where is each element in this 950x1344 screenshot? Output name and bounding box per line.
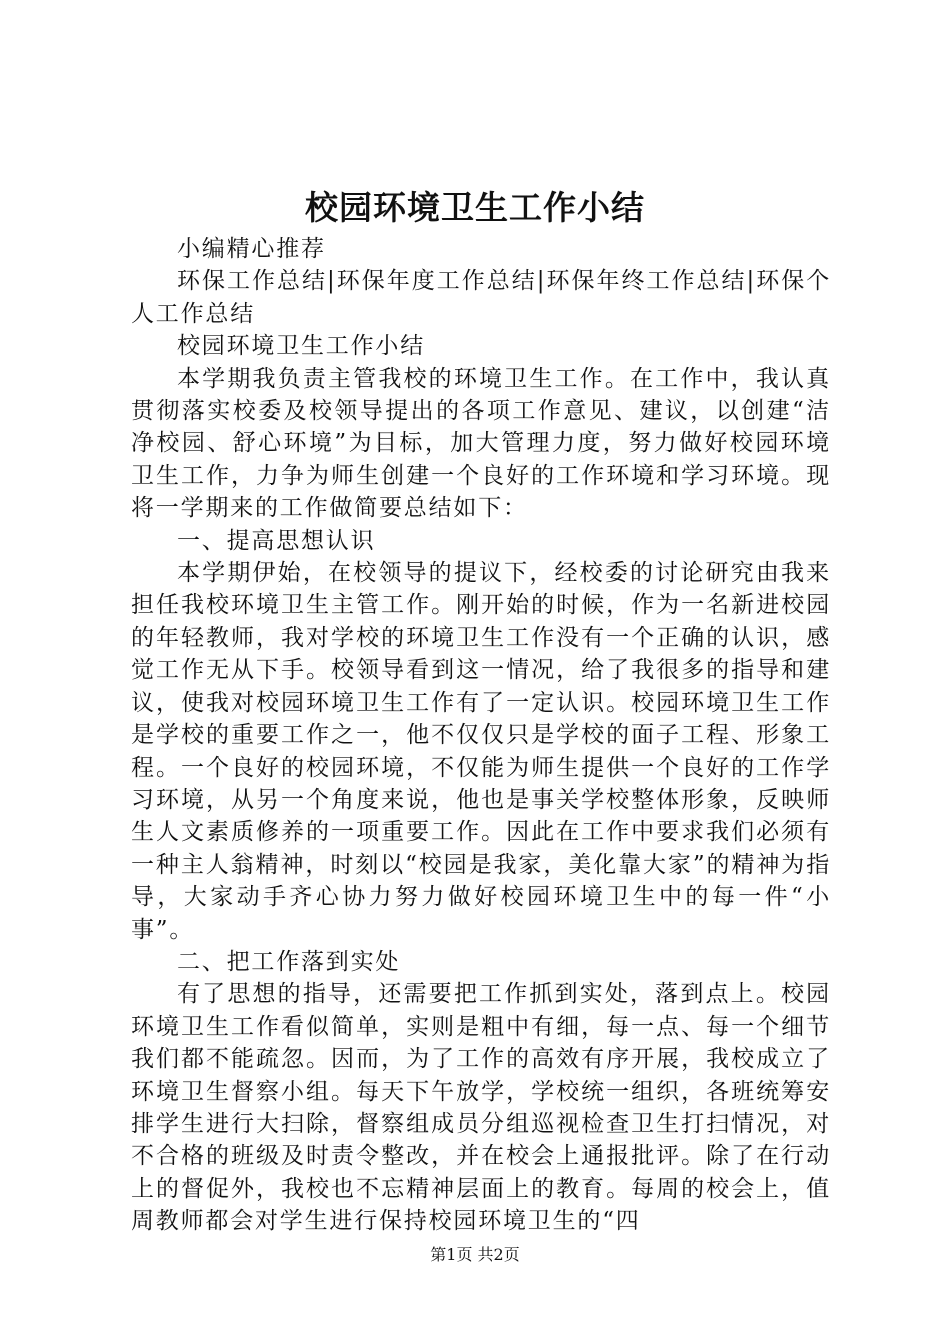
section-heading-2: 二、把工作落到实处 xyxy=(177,948,401,975)
section-paragraph-1: 本学期伊始，在校领导的提议下，经校委的讨论研究由我来担任我校环境卫生主管工作。刚开始的时候，作为一名新进校园的年轻教师，我对学校的环境卫生工作没有一个正确的认识，感觉工作无从下手。校领导看到这一情况，给了我很多的指导和建议，使我对校园环境卫生工作有了一定认识。校园环境卫生工作是学校的重要工作之一，他不仅仅只是学校的面子工程、形象工程。一个良好的校园环境，不仅能为师生提供一个良好的工作学习环境，从另一个角度来说，他也是事关学校整体形象，反映师生人文素质修养的一项重要工作。因此在工作中要求我们必须有一种主人翁精神，时刻以“校园是我家，美化靠大家”的精神为指导，大家动手齐心协力努力做好校园环境卫生中的每一件“小事”。 xyxy=(131,560,831,943)
page-footer: 第1页 共2页 xyxy=(430,1245,520,1264)
document-title: 校园环境卫生工作小结 xyxy=(305,188,645,227)
subtitle-line: 校园环境卫生工作小结 xyxy=(177,333,425,360)
recommend-line: 小编精心推荐 xyxy=(177,236,326,262)
section-paragraph-2: 有了思想的指导，还需要把工作抓到实处，落到点上。校园环境卫生工作看似简单，实则是粗中有细，每一点、每一个细节我们都不能疏忽。因而，为了工作的高效有序开展，我校成立了环境卫生督察小组。每天下午放学，学校统一组织，各班统筹安排学生进行大扫除，督察组成员分组巡视检查卫生打扫情况，对不合格的班级及时责令整改，并在校会上通报批评。除了在行动上的督促外，我校也不忘精神层面上的教育。每周的校会上，值周教师都会对学生进行保持校园环境卫生的“四 xyxy=(131,981,831,1235)
document-body xyxy=(131,233,831,1238)
section-heading-1: 一、提高思想认识 xyxy=(177,527,376,554)
related-links-line: 环保工作总结|环保年度工作总结|环保年终工作总结|环保个人工作总结 xyxy=(131,268,831,327)
intro-paragraph: 本学期我负责主管我校的环境卫生工作。在工作中，我认真贯彻落实校委及校领导提出的各项工作意见、建议，以创建“洁净校园、舒心环境”为目标，加大管理力度，努力做好校园环境卫生工作，力争为师生创建一个良好的工作环境和学习环境。现将一学期来的工作做简要总结如下： xyxy=(131,365,831,522)
